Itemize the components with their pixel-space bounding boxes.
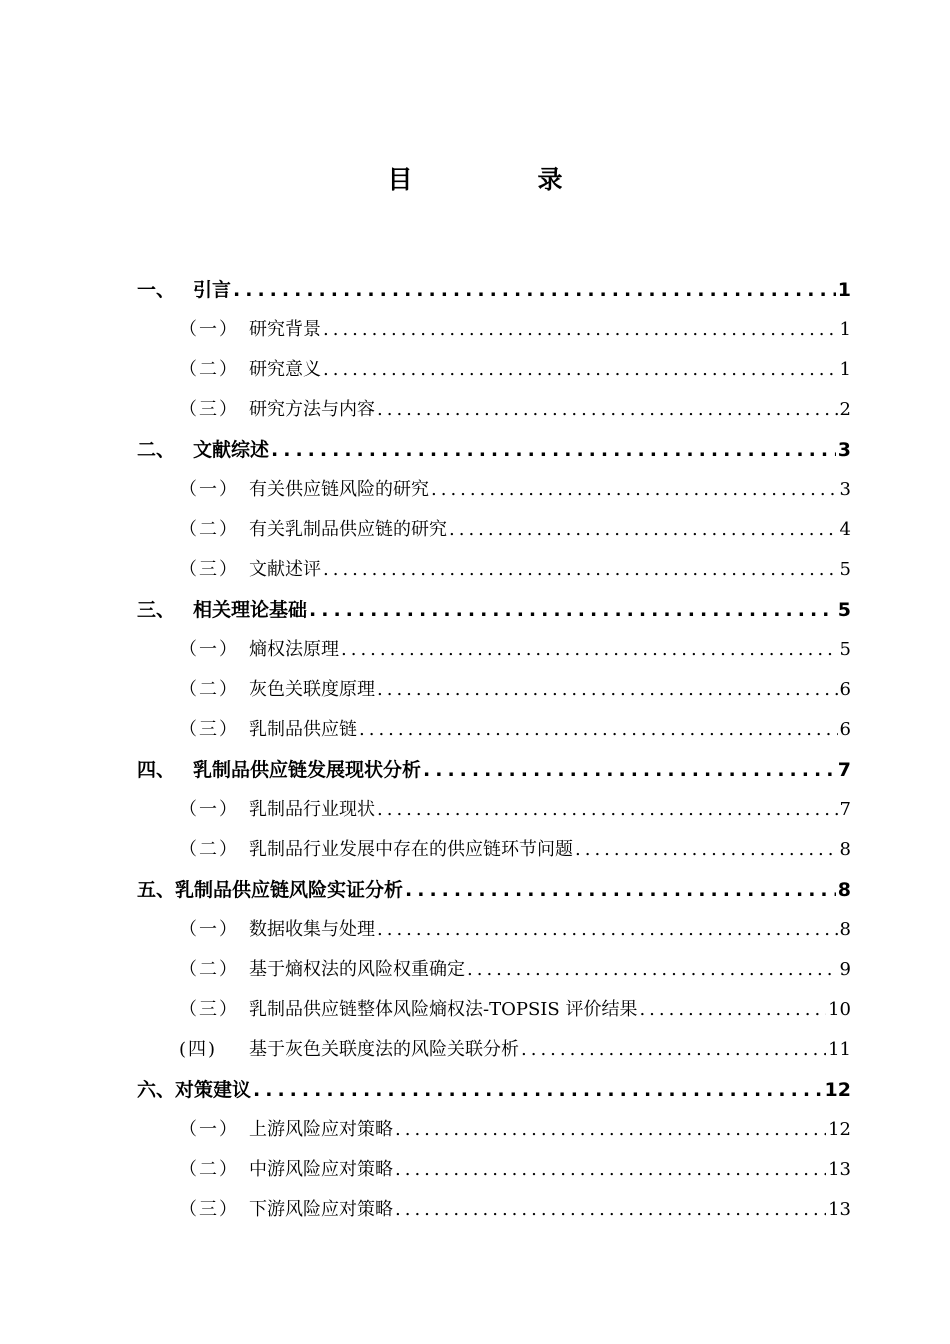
toc-subsection-entry[interactable] <box>137 510 851 550</box>
toc-page-number: 13 <box>828 1159 851 1180</box>
toc-entry-title: 乳制品行业发展中存在的供应链环节问题 <box>249 839 573 860</box>
toc-leader-dots <box>449 510 838 550</box>
toc-entry-number: （二） <box>179 1159 239 1180</box>
toc-subsection-entry[interactable] <box>137 790 851 830</box>
toc-entry-title: 数据收集与处理 <box>249 919 375 940</box>
toc-entry-title: 下游风险应对策略 <box>249 1199 393 1220</box>
toc-entry-number: 一、 <box>137 279 176 301</box>
toc-leader-dots <box>323 550 838 590</box>
page-title: 目 录 <box>387 165 613 194</box>
toc-subsection-entry[interactable] <box>137 470 851 510</box>
toc-subsection-entry[interactable] <box>137 310 851 350</box>
toc-page-number: 9 <box>839 959 851 980</box>
toc-page-number: 10 <box>828 999 851 1020</box>
toc-entry-title: 文献综述 <box>193 439 270 461</box>
toc-page-number: 1 <box>837 279 851 301</box>
toc-leader-dots <box>341 630 838 670</box>
toc-entry-number: (四) <box>179 1039 218 1060</box>
toc-entry-number: 六、 <box>137 1079 176 1101</box>
toc-entry-number: 四、 <box>137 759 176 781</box>
toc-entry-number: （三） <box>179 999 239 1020</box>
toc-entry-number: （一） <box>179 799 239 820</box>
toc-leader-dots <box>377 390 838 430</box>
toc-page-number: 12 <box>824 1079 851 1101</box>
toc-subsection-entry[interactable] <box>137 670 851 710</box>
toc-leader-dots <box>233 270 836 310</box>
toc-leader-dots <box>431 470 838 510</box>
toc-page-number: 5 <box>837 599 851 621</box>
toc-leader-dots <box>377 670 838 710</box>
toc-entry-number: （一） <box>179 919 239 940</box>
toc-entry-number: （二） <box>179 839 239 860</box>
toc-subsection-entry[interactable] <box>137 390 851 430</box>
toc-page-number: 7 <box>837 759 851 781</box>
toc-subsection-entry[interactable] <box>137 710 851 750</box>
toc-entry-number: （三） <box>179 559 239 580</box>
toc-leader-dots <box>377 790 838 830</box>
toc-subsection-entry[interactable] <box>137 1150 851 1190</box>
toc-entry-title: 基于熵权法的风险权重确定 <box>249 959 465 980</box>
toc-subsection-entry[interactable] <box>137 910 851 950</box>
toc-page-number: 1 <box>839 359 851 380</box>
toc-leader-dots <box>323 350 838 390</box>
toc-leader-dots <box>521 1030 826 1070</box>
toc-entry-number: 三、 <box>137 599 176 621</box>
toc-subsection-entry[interactable] <box>137 950 851 990</box>
toc-section-entry[interactable] <box>137 870 851 910</box>
toc-page-number: 13 <box>828 1199 851 1220</box>
toc-entry-title: 灰色关联度原理 <box>249 679 375 700</box>
toc-entry-title: 熵权法原理 <box>249 639 339 660</box>
toc-entry-number: （一） <box>179 639 239 660</box>
toc-leader-dots <box>575 830 838 870</box>
toc-section-entry[interactable] <box>137 1070 851 1110</box>
toc-entry-title: 中游风险应对策略 <box>249 1159 393 1180</box>
toc-subsection-entry[interactable] <box>137 1030 851 1070</box>
toc-entry-number: （二） <box>179 959 239 980</box>
toc-entry-title: 研究背景 <box>249 319 321 340</box>
toc-page-number: 5 <box>839 639 851 660</box>
toc-entry-title: 研究方法与内容 <box>249 399 375 420</box>
toc-section-entry[interactable] <box>137 430 851 470</box>
toc-subsection-entry[interactable] <box>137 1110 851 1150</box>
toc-entry-number: （一） <box>179 479 239 500</box>
toc-page-number: 3 <box>839 479 851 500</box>
toc-entry-title: 乳制品行业现状 <box>249 799 375 820</box>
toc-page-number: 6 <box>839 679 851 700</box>
toc-page-number: 4 <box>839 519 851 540</box>
toc-page-number: 5 <box>839 559 851 580</box>
toc-entry-title: 乳制品供应链整体风险熵权法-TOPSIS 评价结果 <box>249 999 638 1020</box>
toc-entry-title: 相关理论基础 <box>193 599 308 621</box>
toc-entry-title: 研究意义 <box>249 359 321 380</box>
toc-subsection-entry[interactable] <box>137 550 851 590</box>
toc-entry-title: 对策建议 <box>175 1079 252 1101</box>
toc-section-entry[interactable] <box>137 590 851 630</box>
toc-entry-number: （二） <box>179 359 239 380</box>
toc-entry-title: 乳制品供应链风险实证分析 <box>175 879 404 901</box>
table-of-contents <box>137 270 851 1230</box>
toc-page-number: 6 <box>839 719 851 740</box>
toc-entry-number: （三） <box>179 399 239 420</box>
toc-subsection-entry[interactable] <box>137 630 851 670</box>
toc-leader-dots <box>309 590 836 630</box>
toc-leader-dots <box>377 910 838 950</box>
toc-page-number: 8 <box>837 879 851 901</box>
toc-page-number: 3 <box>837 439 851 461</box>
toc-subsection-entry[interactable] <box>137 350 851 390</box>
toc-subsection-entry[interactable] <box>137 830 851 870</box>
toc-entry-number: （三） <box>179 719 239 740</box>
toc-entry-title: 乳制品供应链发展现状分析 <box>193 759 422 781</box>
toc-page-number: 8 <box>839 839 851 860</box>
toc-page-number: 11 <box>828 1039 851 1060</box>
toc-leader-dots <box>405 870 836 910</box>
toc-entry-number: （一） <box>179 1119 239 1140</box>
toc-entry-number: （三） <box>179 1199 239 1220</box>
toc-entry-number: （一） <box>179 319 239 340</box>
toc-page-number: 12 <box>828 1119 851 1140</box>
toc-leader-dots <box>395 1190 826 1230</box>
toc-entry-title: 文献述评 <box>249 559 321 580</box>
toc-leader-dots <box>359 710 838 750</box>
toc-leader-dots <box>467 950 838 990</box>
toc-entry-title: 乳制品供应链 <box>249 719 357 740</box>
toc-page-number: 8 <box>839 919 851 940</box>
toc-section-entry[interactable] <box>137 270 851 310</box>
toc-subsection-entry[interactable] <box>137 990 851 1030</box>
toc-entry-title: 引言 <box>193 279 232 301</box>
toc-entry-title: 有关乳制品供应链的研究 <box>249 519 447 540</box>
toc-entry-number: （二） <box>179 519 239 540</box>
toc-leader-dots <box>395 1150 826 1190</box>
toc-leader-dots <box>423 750 836 790</box>
toc-section-entry[interactable] <box>137 750 851 790</box>
toc-entry-title: 上游风险应对策略 <box>249 1119 393 1140</box>
toc-leader-dots <box>639 990 826 1030</box>
toc-page-number: 7 <box>839 799 851 820</box>
toc-entry-title: 有关供应链风险的研究 <box>249 479 429 500</box>
toc-entry-title: 基于灰色关联度法的风险关联分析 <box>249 1039 519 1060</box>
toc-leader-dots <box>323 310 838 350</box>
toc-leader-dots <box>395 1110 826 1150</box>
toc-page-number: 2 <box>839 399 851 420</box>
toc-entry-number: 二、 <box>137 439 176 461</box>
toc-leader-dots <box>271 430 836 470</box>
toc-entry-number: 五、 <box>137 879 176 901</box>
toc-subsection-entry[interactable] <box>137 1190 851 1230</box>
toc-entry-number: （二） <box>179 679 239 700</box>
toc-page-number: 1 <box>839 319 851 340</box>
toc-leader-dots <box>253 1070 823 1110</box>
